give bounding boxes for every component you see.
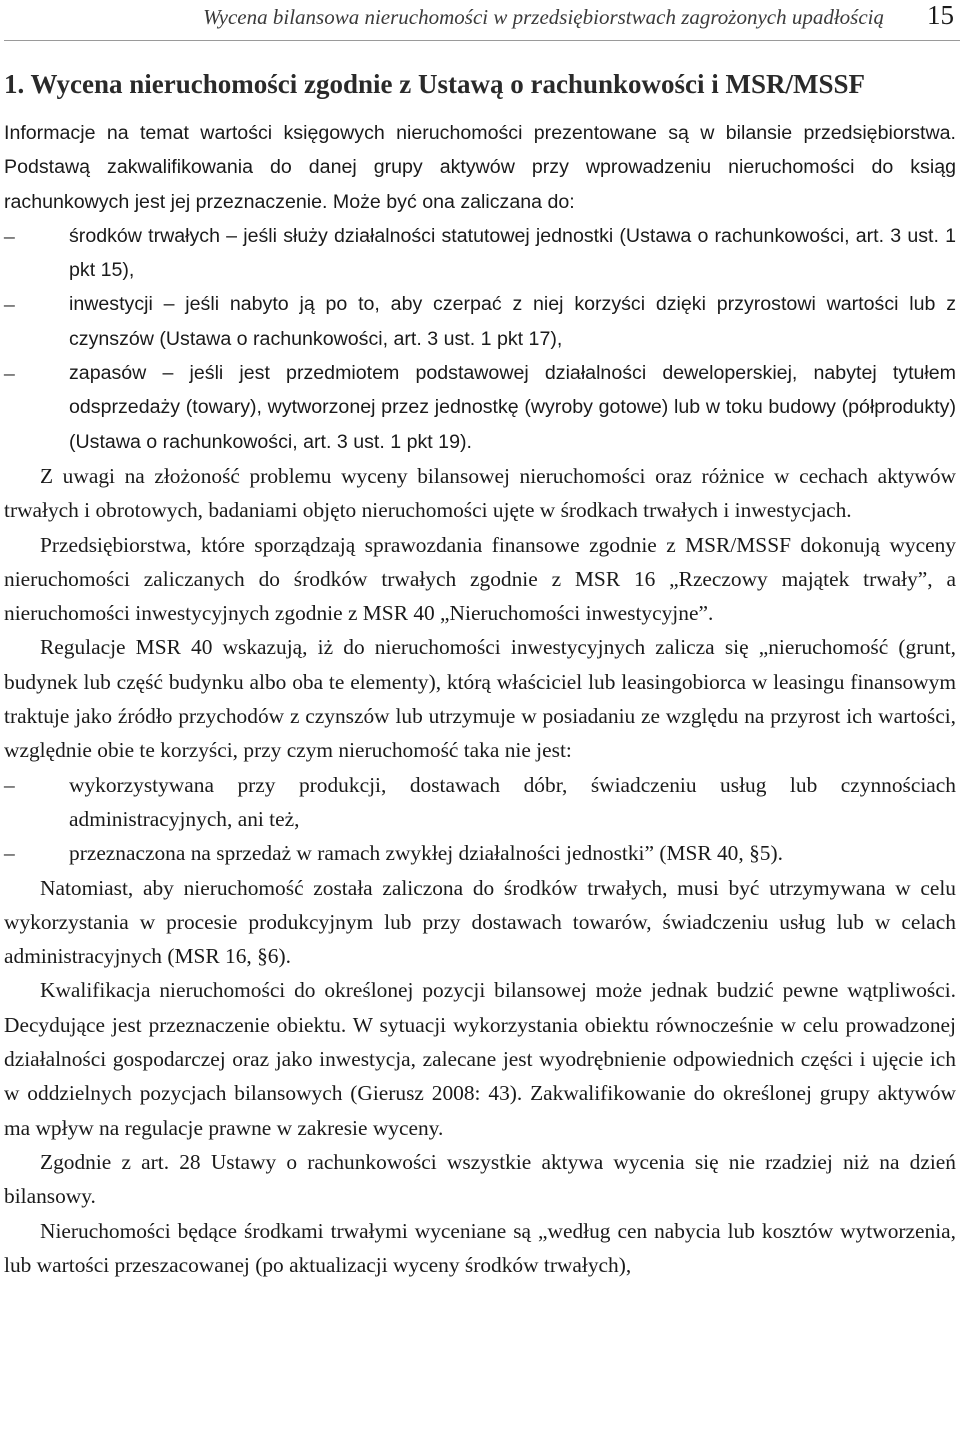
exclusion-list [4,768,956,871]
list-item-text: wykorzystywana przy produkcji, dostawach dóbr, świadczeniu usług lub czynnościach administracyjnych, ani też, [69,772,956,831]
list-item-text: zapasów – jeśli jest przedmiotem podstawowej działalności deweloperskiej, nabytej tytułem odsprzedaży (towary), wytworzonej przez jednostkę (wyroby gotowe) lub w toku budowy (półprodukty) (Ustawa o rachunkowości, art. 3 ust. 1 pkt 19). [69,362,956,453]
paragraph-fixed-assets: Natomiast, aby nieruchomość została zaliczona do środków trwałych, musi być utrzymywana w celu wykorzystania w procesie produkcyjnym lub przy dostawach towarów, świadczeniu usług lub w celach administracyjnych (MSR 16, §6). [4,875,956,969]
list-dash: – [4,772,15,797]
list-item [4,287,956,356]
list-dash: – [4,361,15,386]
list-item [4,219,956,288]
list-item [4,768,956,837]
page-number: 15 [927,0,954,30]
running-header [4,0,960,41]
list-dash: – [4,841,15,866]
list-item-text: przeznaczona na sprzedaż w ramach zwykłej działalności jednostki” (MSR 40, §5). [69,841,783,866]
asset-category-list [4,219,956,459]
paragraph-article-28: Zgodnie z art. 28 Ustawy o rachunkowości wszystkie aktywa wycenia się nie rzadziej niż na dzień bilansowy. [4,1149,956,1209]
paragraph-msr40: Regulacje MSR 40 wskazują, iż do nieruchomości inwestycyjnych zalicza się „nieruchomość (grunt, budynek lub część budynku albo oba te elementy), którą właściciel lub leasingobiorca w leasingu finansowym traktuje jako źródło przychodów z czynszów lub utrzymuje w posiadaniu ze względu na przyrost ich wartości, względnie obie te korzyści, przy czym nieruchomość taka nie jest: [4,635,956,763]
page-body [4,66,956,1282]
list-item-text: środków trwałych – jeśli służy działalności statutowej jednostki (Ustawa o rachunkowości, art. 3 ust. 1 pkt 15), [69,224,956,282]
list-item [4,356,956,459]
running-title: Wycena bilansowa nieruchomości w przedsiębiorstwach zagrożonych upadłością [203,5,884,29]
list-item [4,836,956,870]
list-dash: – [4,223,15,248]
list-dash: – [4,292,15,317]
paragraph-intro: Informacje na temat wartości księgowych nieruchomości prezentowane są w bilansie przedsiębiorstwa. Podstawą zakwalifikowania do danej grupy aktywów przy wprowadzeniu nieruchomości do ksiąg rachunkowych jest jej przeznaczenie. Może być ona zaliczana do: [4,122,956,213]
paragraph-scope: Z uwagi na złożoność problemu wyceny bilansowej nieruchomości oraz różnice w cechach aktywów trwałych i obrotowych, badaniami objęto nieruchomości ujęte w środkach trwałych i inwestycjach. [4,463,956,523]
paragraph-valuation: Nieruchomości będące środkami trwałymi wyceniane są „według cen nabycia lub kosztów wytworzenia, lub wartości przeszacowanej (po aktualizacji wyceny środków trwałych), [4,1218,956,1277]
section-heading: 1. Wycena nieruchomości zgodnie z Ustawą o rachunkowości i MSR/MSSF [4,69,865,99]
list-item-text: inwestycji – jeśli nabyto ją po to, aby czerpać z niej korzyści dzięki przyrostowi wartości lub z czynszów (Ustawa o rachunkowości, art. 3 ust. 1 pkt 17), [69,293,956,350]
paragraph-msr-msff: Przedsiębiorstwa, które sporządzają sprawozdania finansowe zgodnie z MSR/MSSF dokonują wyceny nieruchomości zaliczanych do środków trwałych zgodnie z MSR 16 „Rzeczowy majątek trwały”, a nieruchomości inwestycyjnych zgodnie z MSR 40 „Nieruchomości inwestycyjne”. [4,532,956,626]
paragraph-qualification: Kwalifikacja nieruchomości do określonej pozycji bilansowej może jednak budzić pewne wątpliwości. Decydujące jest przeznaczenie obiektu. W sytuacji wykorzystania obiektu równocześnie w celu prowadzonej działalności gospodarczej oraz jako inwestycja, zalecane jest wyodrębnienie odpowiednich części i ujęcie ich w oddzielnych pozycjach bilansowych (Gierusz 2008: 43). Zakwalifikowanie do określonej grupy aktywów ma wpływ na regulacje prawne w zakresie wyceny. [4,978,956,1140]
